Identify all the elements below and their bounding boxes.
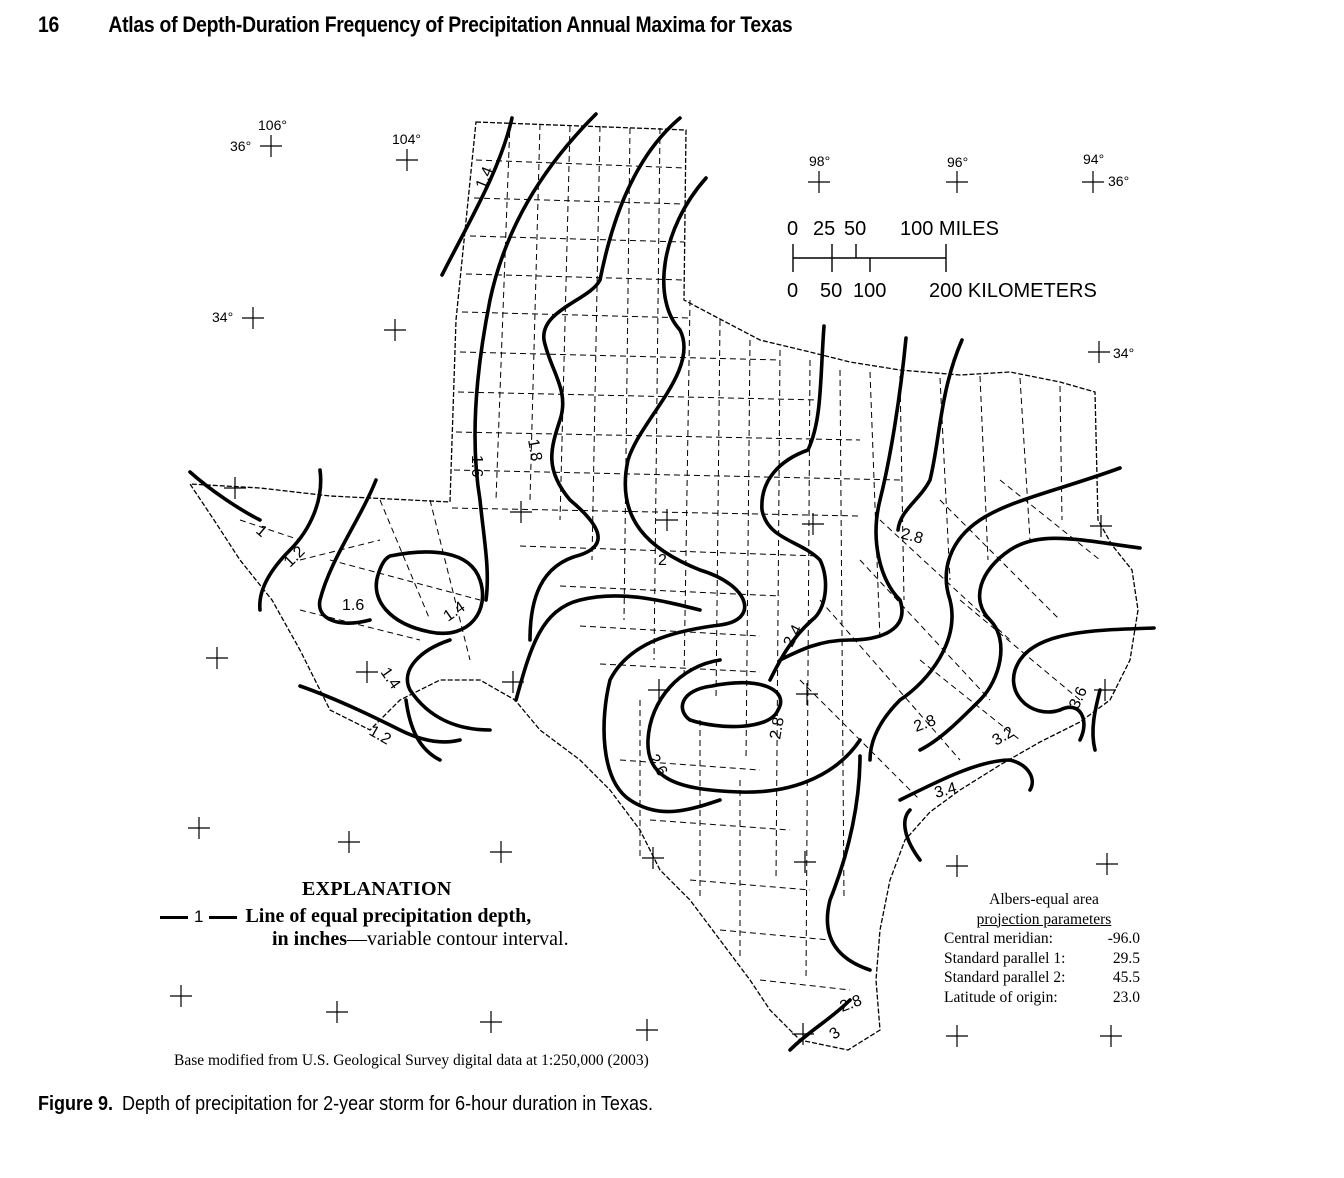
explanation-desc-1: Line of equal precipitation depth, (245, 905, 532, 927)
projection-title: Albers-equal area (989, 891, 1099, 908)
lat-label-34-right: 34° (1113, 345, 1135, 361)
lat-label-34-left: 34° (212, 309, 234, 325)
contour-label: 1.2 (280, 543, 309, 571)
contour-label: 2 (658, 552, 667, 569)
contour-label: 2.6 (644, 751, 671, 780)
projection-parameters (944, 890, 1144, 1007)
scale-bar (787, 218, 1097, 302)
projection-label: Standard parallel 2: (944, 969, 1066, 986)
scale-miles-25: 25 (813, 218, 836, 240)
base-data-note: Base modified from U.S. Geological Survey digital data at 1:250,000 (2003) (174, 1052, 649, 1069)
lon-label-104: 104° (392, 131, 421, 147)
contour-3-coast (905, 810, 920, 860)
projection-subtitle: projection parameters (976, 910, 1112, 928)
projection-label: Central meridian: (944, 930, 1053, 947)
contour-2-8-south (827, 756, 870, 970)
projection-row (944, 988, 1144, 1008)
contour-label: 3.4 (932, 779, 959, 802)
lon-label-96: 96° (947, 154, 969, 170)
contour-label: 1.6 (342, 597, 365, 614)
projection-value: -96.0 (1107, 930, 1140, 947)
symbol-value: 1 (194, 907, 204, 927)
contour-label: 1.8 (524, 437, 545, 463)
projection-value: 29.5 (1112, 949, 1140, 967)
page-number: 16 (38, 12, 60, 37)
contour-line-symbol (160, 907, 237, 927)
scale-miles-0: 0 (787, 218, 799, 240)
projection-row (944, 929, 1144, 949)
contour-1 (190, 472, 260, 520)
explanation-title: EXPLANATION (302, 878, 452, 900)
contour-label: 2.8 (767, 715, 788, 741)
scale-miles-50: 50 (844, 218, 867, 240)
contour-label: 3.2 (989, 723, 1018, 750)
page-title: Atlas of Depth-Duration Frequency of Precipitation Annual Maxima for Texas (108, 12, 793, 37)
contour-1-4-loop (407, 640, 490, 730)
projection-label: Latitude of origin: (944, 988, 1058, 1006)
contour-label: 1.4 (472, 164, 498, 192)
contour-label: 2.8 (837, 992, 865, 1016)
scale-km-0: 0 (787, 280, 799, 302)
contour-label: 2.4 (780, 622, 806, 650)
contour-1-6-loop (376, 552, 482, 633)
contour-label: 2.8 (911, 712, 939, 736)
contour-1-4-south (406, 700, 440, 760)
scale-km-200: 200 KILOMETERS (929, 280, 1097, 302)
contour-2 (604, 178, 745, 812)
lon-label-106: 106° (258, 117, 287, 133)
lat-label-36-right: 36° (1108, 173, 1130, 189)
projection-value: 23.0 (1112, 988, 1140, 1006)
explanation-row (160, 905, 630, 928)
explanation-desc-rest: —variable contour interval. (347, 928, 569, 950)
figure-label: Figure 9. (38, 1093, 114, 1115)
lon-label-98: 98° (809, 153, 831, 169)
contour-label: 1.4 (440, 598, 469, 626)
scale-km-100: 100 (853, 280, 887, 302)
contour-label: 2.8 (898, 525, 925, 548)
lat-label-36-left: 36° (230, 138, 252, 154)
figure-caption (38, 1093, 653, 1116)
figure-caption-text: Depth of precipitation for 2-year storm for 6-hour duration in Texas. (122, 1093, 653, 1115)
lon-label-94: 94° (1083, 151, 1105, 167)
contour-label: 1 (252, 522, 271, 541)
contour-1-6 (472, 114, 596, 600)
contour-label: 1.2 (366, 722, 394, 749)
explanation-row-2 (272, 928, 630, 951)
contour-2-6 (682, 683, 780, 727)
scale-miles-100: 100 MILES (900, 218, 999, 240)
contour-label: 3.6 (1066, 684, 1092, 712)
contour-3-4-coast (900, 760, 1032, 800)
projection-value: 45.5 (1112, 969, 1140, 986)
contour-2-8-east (898, 340, 962, 530)
contour-3-6 (1093, 690, 1100, 750)
contour-label: 1.6 (468, 455, 485, 478)
contour-2-8-central (780, 338, 906, 660)
contour-3-2 (920, 538, 1140, 750)
explanation-desc-2: in inches (272, 928, 348, 950)
projection-row (944, 949, 1144, 969)
contour-1-4-panhandle (442, 118, 512, 275)
explanation-legend (160, 878, 630, 951)
contour-label: 1.4 (376, 664, 404, 693)
scale-km-50: 50 (820, 280, 843, 302)
projection-row (944, 968, 1144, 988)
projection-label: Standard parallel 1: (944, 949, 1066, 967)
contour-label: 3 (826, 1024, 844, 1044)
